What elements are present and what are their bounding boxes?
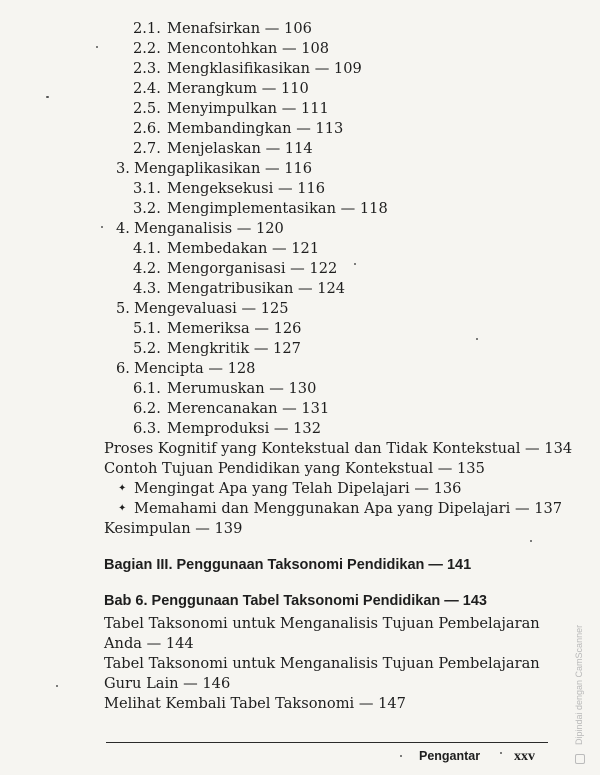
toc-entry-3-1: 3.1. Mengeksekusi — 116 <box>133 180 326 197</box>
toc-entry-6-3: 6.3. Memproduksi — 132 <box>133 420 321 437</box>
toc-entry-2-7: 2.7. Menjelaskan — 114 <box>133 140 313 157</box>
toc-entry-tabel-1-line-1: Tabel Taksonomi untuk Menganalisis Tujuan Pembelajaran <box>104 615 540 632</box>
scan-speck <box>476 338 478 340</box>
toc-heading-bagian-3: Bagian III. Penggunaan Taksonomi Pendidikan — 141 <box>104 557 472 573</box>
toc-entry-4-2: 4.2. Mengorganisasi — 122 <box>133 260 338 277</box>
scan-speck <box>101 226 103 228</box>
diamond-bullet-icon: ✦ <box>118 503 127 514</box>
toc-entry-2-4: 2.4. Merangkum — 110 <box>133 80 309 97</box>
toc-entry-4: 4. Menganalisis — 120 <box>116 220 284 237</box>
diamond-bullet-icon: ✦ <box>118 483 127 494</box>
toc-entry-proses-kognitif: Proses Kognitif yang Kontekstual dan Tidak Kontekstual — 134 <box>104 440 573 457</box>
toc-entry-5-1: 5.1. Memeriksa — 126 <box>133 320 302 337</box>
toc-entry-3: 3. Mengaplikasikan — 116 <box>116 160 313 177</box>
toc-entry-2-3: 2.3. Mengklasifikasikan — 109 <box>133 60 362 77</box>
toc-entry-6-1: 6.1. Merumuskan — 130 <box>133 380 317 397</box>
toc-entry-kesimpulan: Kesimpulan — 139 <box>104 520 243 537</box>
toc-entry-contoh-tujuan: Contoh Tujuan Pendidikan yang Kontekstual — 135 <box>104 460 485 477</box>
scan-speck <box>500 752 502 754</box>
toc-entry-bullet-memahami: ✦ Memahami dan Menggunakan Apa yang Dipelajari — 137 <box>118 500 563 517</box>
toc-entry-4-3: 4.3. Mengatribusikan — 124 <box>133 280 346 297</box>
scan-speck <box>96 46 98 48</box>
toc-entry-2-5: 2.5. Menyimpulkan — 111 <box>133 100 329 117</box>
toc-entry-3-2: 3.2. Mengimplementasikan — 118 <box>133 200 388 217</box>
toc-entry-2-6: 2.6. Membandingkan — 113 <box>133 120 344 137</box>
toc-entry-bullet-mengingat: ✦ Mengingat Apa yang Telah Dipelajari — 136 <box>118 480 462 497</box>
toc-entry-tabel-1-line-2: Anda — 144 <box>104 635 194 652</box>
scan-speck <box>530 540 532 542</box>
toc-entry-tabel-2-line-2: Guru Lain — 146 <box>104 675 231 692</box>
scan-speck <box>56 685 58 687</box>
scanner-watermark: Dipindai dengan CamScanner <box>574 624 584 745</box>
toc-entry-4-1: 4.1. Membedakan — 121 <box>133 240 320 257</box>
scan-speck <box>354 263 356 265</box>
toc-entry-melihat-kembali: Melihat Kembali Tabel Taksonomi — 147 <box>104 695 406 712</box>
footer-page-number: xxv <box>514 749 535 764</box>
toc-entry-2-1: 2.1. Menafsirkan — 106 <box>133 20 312 37</box>
scan-speck <box>46 96 49 98</box>
scan-speck <box>400 755 402 757</box>
footer-rule <box>106 742 548 743</box>
toc-entry-6: 6. Mencipta — 128 <box>116 360 256 377</box>
toc-heading-bab-6: Bab 6. Penggunaan Tabel Taksonomi Pendidikan — 143 <box>104 593 487 609</box>
footer-section-label: Pengantar <box>419 749 481 763</box>
camscanner-icon <box>575 754 585 764</box>
toc-entry-5: 5. Mengevaluasi — 125 <box>116 300 289 317</box>
toc-entry-5-2: 5.2. Mengkritik — 127 <box>133 340 301 357</box>
toc-entry-tabel-2-line-1: Tabel Taksonomi untuk Menganalisis Tujuan Pembelajaran <box>104 655 540 672</box>
toc-entry-6-2: 6.2. Merencanakan — 131 <box>133 400 330 417</box>
toc-entry-2-2: 2.2. Mencontohkan — 108 <box>133 40 330 57</box>
